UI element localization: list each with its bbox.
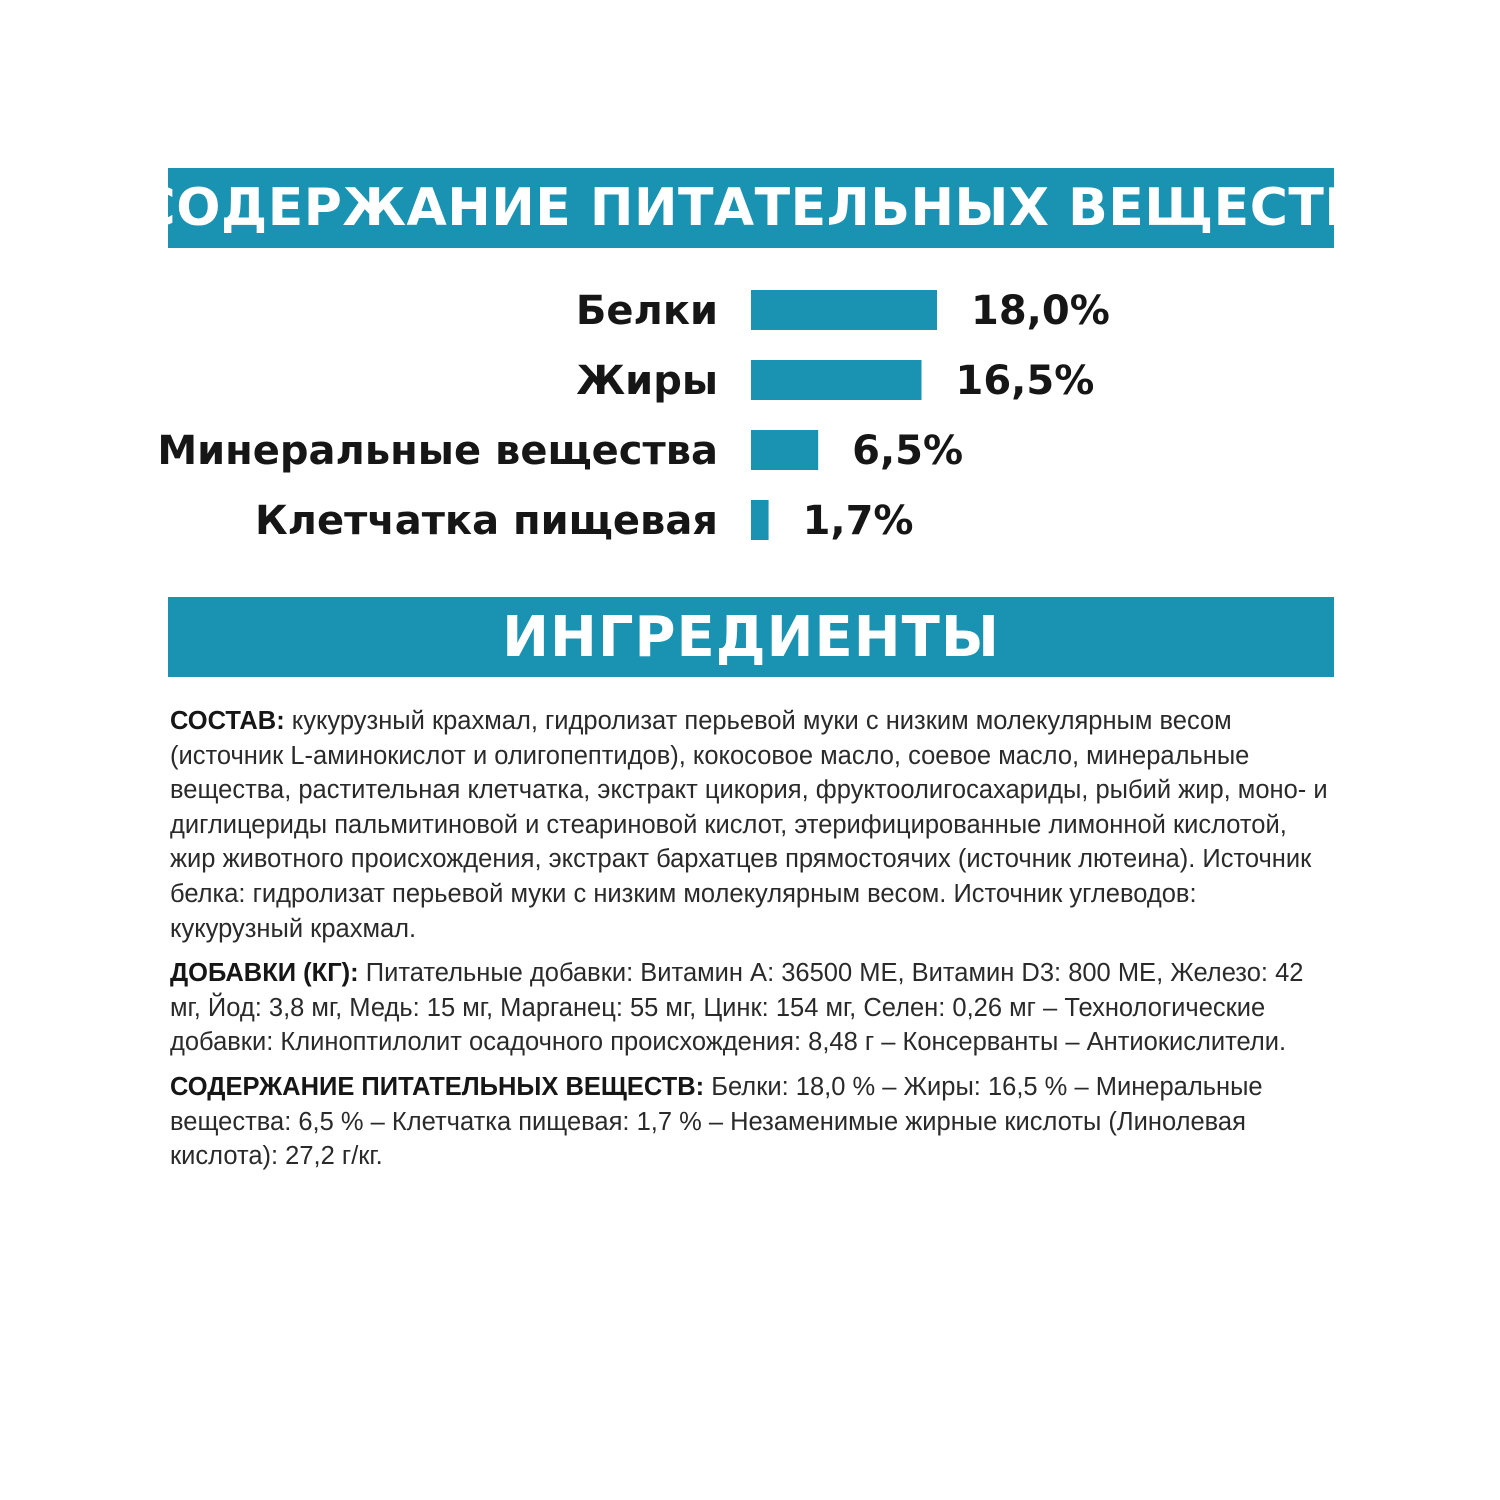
ingredients-section-title: ИНГРЕДИЕНТЫ [168,597,1334,677]
composition-text: кукурузный крахмал, гидролизат перьевой муки с низким молекулярным весом (источник L-аминокислот и олигопептидов), кокосовое масло, соевое масло, минеральные вещества, растительная клетчатка, экстракт цикория, фруктоолигосахариды, рыбий жир, моно- и диглицериды пальмитиновой и стеариновой кислот, этерифицированные лимонной кислотой, жир животного происхождения, экстракт бархатцев прямостоячих (источник лютеина). Источник белка: гидролизат перьевой муки с низким молекулярным весом. Источник углеводов: кукурузный крахмал. [170,707,1328,943]
bar [751,360,922,400]
bar [751,500,769,540]
bar-value-label: 18,0% [971,288,1110,334]
bar-value-label: 16,5% [955,358,1095,404]
bar-category-label: Белки [575,288,718,334]
composition-label: СОСТАВ: [170,707,285,735]
nutrients-section-title: СОДЕРЖАНИЕ ПИТАТЕЛЬНЫХ ВЕЩЕСТВ [168,168,1334,248]
additives-label: ДОБАВКИ (КГ): [170,959,359,988]
nutrient-content-label: СОДЕРЖАНИЕ ПИТАТЕЛЬНЫХ ВЕЩЕСТВ: [170,1072,705,1101]
additives-text: Питательные добавки: Витамин A: 36500 МЕ, Витамин D3: 800 МЕ, Железо: 42 мг, Йод: 3,8 мг, Медь: 15 мг, Марганец: 55 мг, Цинк: 154 мг, Селен: 0,26 мг – Технологические добавки: Клиноптилолит осадочного происхождения: 8,48 г – Консерванты – Антиокислители. [170,959,1304,1057]
ingredients-text [170,704,1335,1184]
bar-value-label: 6,5% [852,428,964,474]
nutrient-content-text: Белки: 18,0 % – Жиры: 16,5 % – Минеральные вещества: 6,5 % – Клетчатка пищевая: 1,7 % – Незаменимые жирные кислоты (Линолевая кислота): 27,2 г/кг. [170,1072,1263,1171]
bar-category-label: Жиры [576,358,718,404]
nutrient-content-paragraph [170,1070,1335,1174]
bar [751,430,818,470]
bar-value-label: 1,7% [802,498,914,544]
bar [751,290,937,330]
bar-category-label: Минеральные вещества [157,428,718,474]
additives-paragraph [170,956,1335,1060]
composition-paragraph [170,704,1335,946]
nutrient-bar-chart [0,270,1500,560]
bar-category-label: Клетчатка пищевая [254,498,718,544]
